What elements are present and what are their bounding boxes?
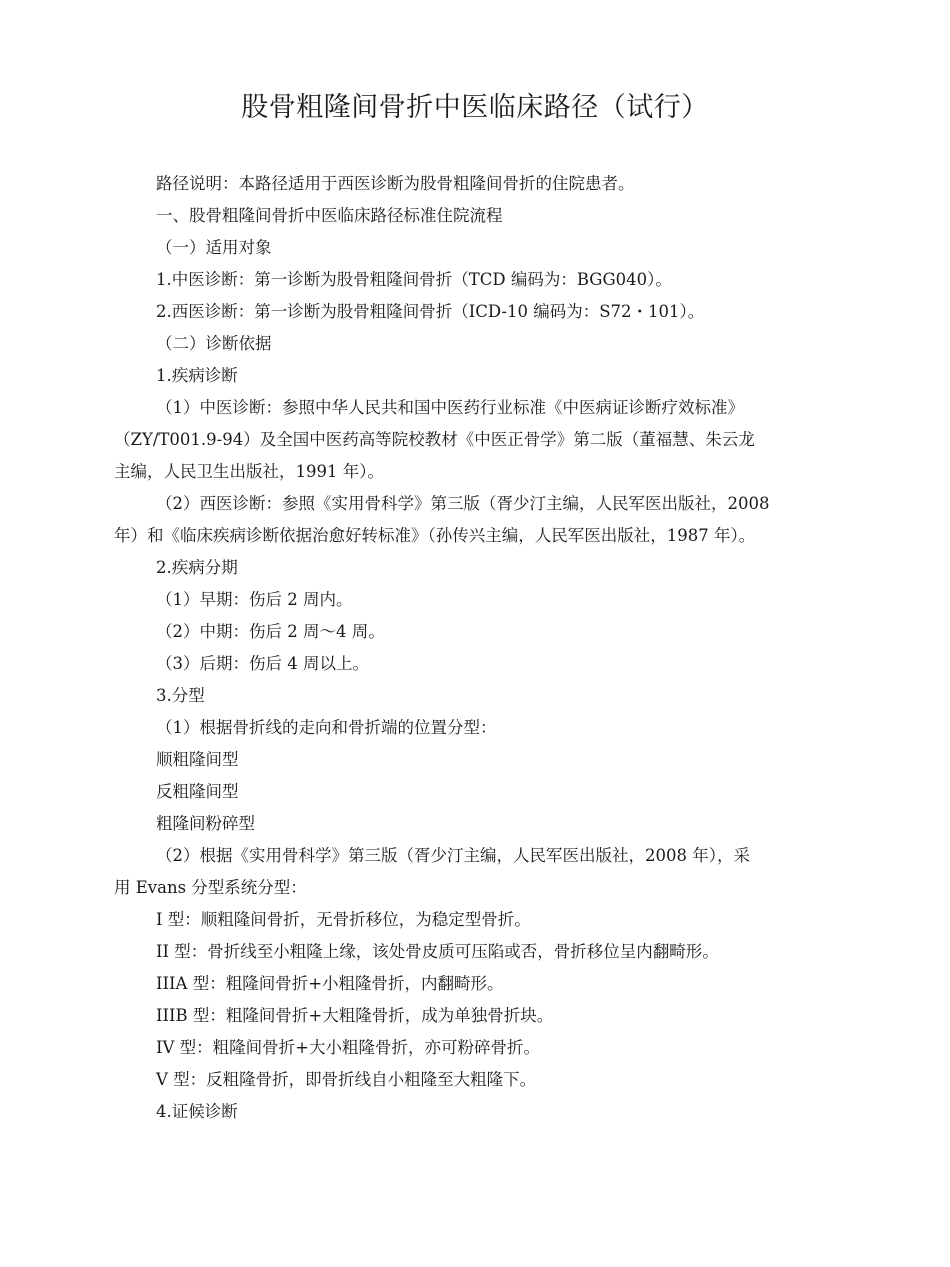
path-description: 路径说明：本路径适用于西医诊断为股骨粗隆间骨折的住院患者。 (156, 174, 635, 193)
paragraph-line: IV 型：粗隆间骨折+大小粗隆骨折，亦可粉碎骨折。 (156, 1038, 541, 1057)
paragraph-line: 顺粗隆间型 (156, 750, 239, 769)
paragraph-line: 粗隆间粉碎型 (156, 814, 255, 833)
paragraph-line: （2）中期：伤后 2 周～4 周。 (156, 622, 385, 641)
paragraph-line: （ZY/T001.9-94）及全国中医药高等院校教材《中医正骨学》第二版（董福慧、朱云龙 (114, 430, 755, 449)
document-body (114, 168, 840, 1128)
paragraph-line: （1）根据骨折线的走向和骨折端的位置分型： (156, 718, 497, 737)
paragraph-line: 3.分型 (156, 686, 205, 705)
section-heading-1: 一、股骨粗隆间骨折中医临床路径标准住院流程 (156, 206, 503, 225)
subsection-heading: （二）诊断依据 (156, 334, 272, 353)
paragraph-line: 用 Evans 分型系统分型： (114, 878, 307, 897)
paragraph-line: （2）根据《实用骨科学》第三版（胥少汀主编，人民军医出版社，2008 年），采 (156, 846, 750, 865)
paragraph-line: （3）后期：伤后 4 周以上。 (156, 654, 369, 673)
paragraph-line: 1.中医诊断：第一诊断为股骨粗隆间骨折（TCD 编码为：BGG040）。 (156, 270, 672, 289)
paragraph-line: 1.疾病诊断 (156, 366, 238, 385)
paragraph-line: （2）西医诊断：参照《实用骨科学》第三版（胥少汀主编，人民军医出版社，2008 (156, 494, 770, 513)
paragraph-line: （1）中医诊断：参照中华人民共和国中医药行业标准《中医病证诊断疗效标准》 (156, 398, 744, 417)
paragraph-line: （1）早期：伤后 2 周内。 (156, 590, 353, 609)
subsection-heading: （一）适用对象 (156, 238, 272, 257)
paragraph-line: 4.证候诊断 (156, 1102, 238, 1121)
paragraph-line: 反粗隆间型 (156, 782, 239, 801)
paragraph-line: IIIB 型：粗隆间骨折+大粗隆骨折，成为单独骨折块。 (156, 1006, 554, 1025)
paragraph-line: IIIA 型：粗隆间骨折+小粗隆骨折，内翻畸形。 (156, 974, 504, 993)
paragraph-line: 2.西医诊断：第一诊断为股骨粗隆间骨折（ICD-10 编码为：S72・101）。 (156, 302, 705, 321)
paragraph-line: 2.疾病分期 (156, 558, 238, 577)
paragraph-line: 年）和《临床疾病诊断依据治愈好转标准》（孙传兴主编，人民军医出版社，1987 年）。 (114, 526, 756, 545)
paragraph-line: V 型：反粗隆骨折，即骨折线自小粗隆至大粗隆下。 (156, 1070, 537, 1089)
paragraph-line: II 型：骨折线至小粗隆上缘，该处骨皮质可压陷或否，骨折移位呈内翻畸形。 (156, 942, 719, 961)
paragraph-line: I 型：顺粗隆间骨折，无骨折移位，为稳定型骨折。 (156, 910, 531, 929)
document-title: 股骨粗隆间骨折中医临床路径（试行） (241, 92, 709, 123)
paragraph-line: 主编，人民卫生出版社，1991 年）。 (114, 462, 384, 481)
